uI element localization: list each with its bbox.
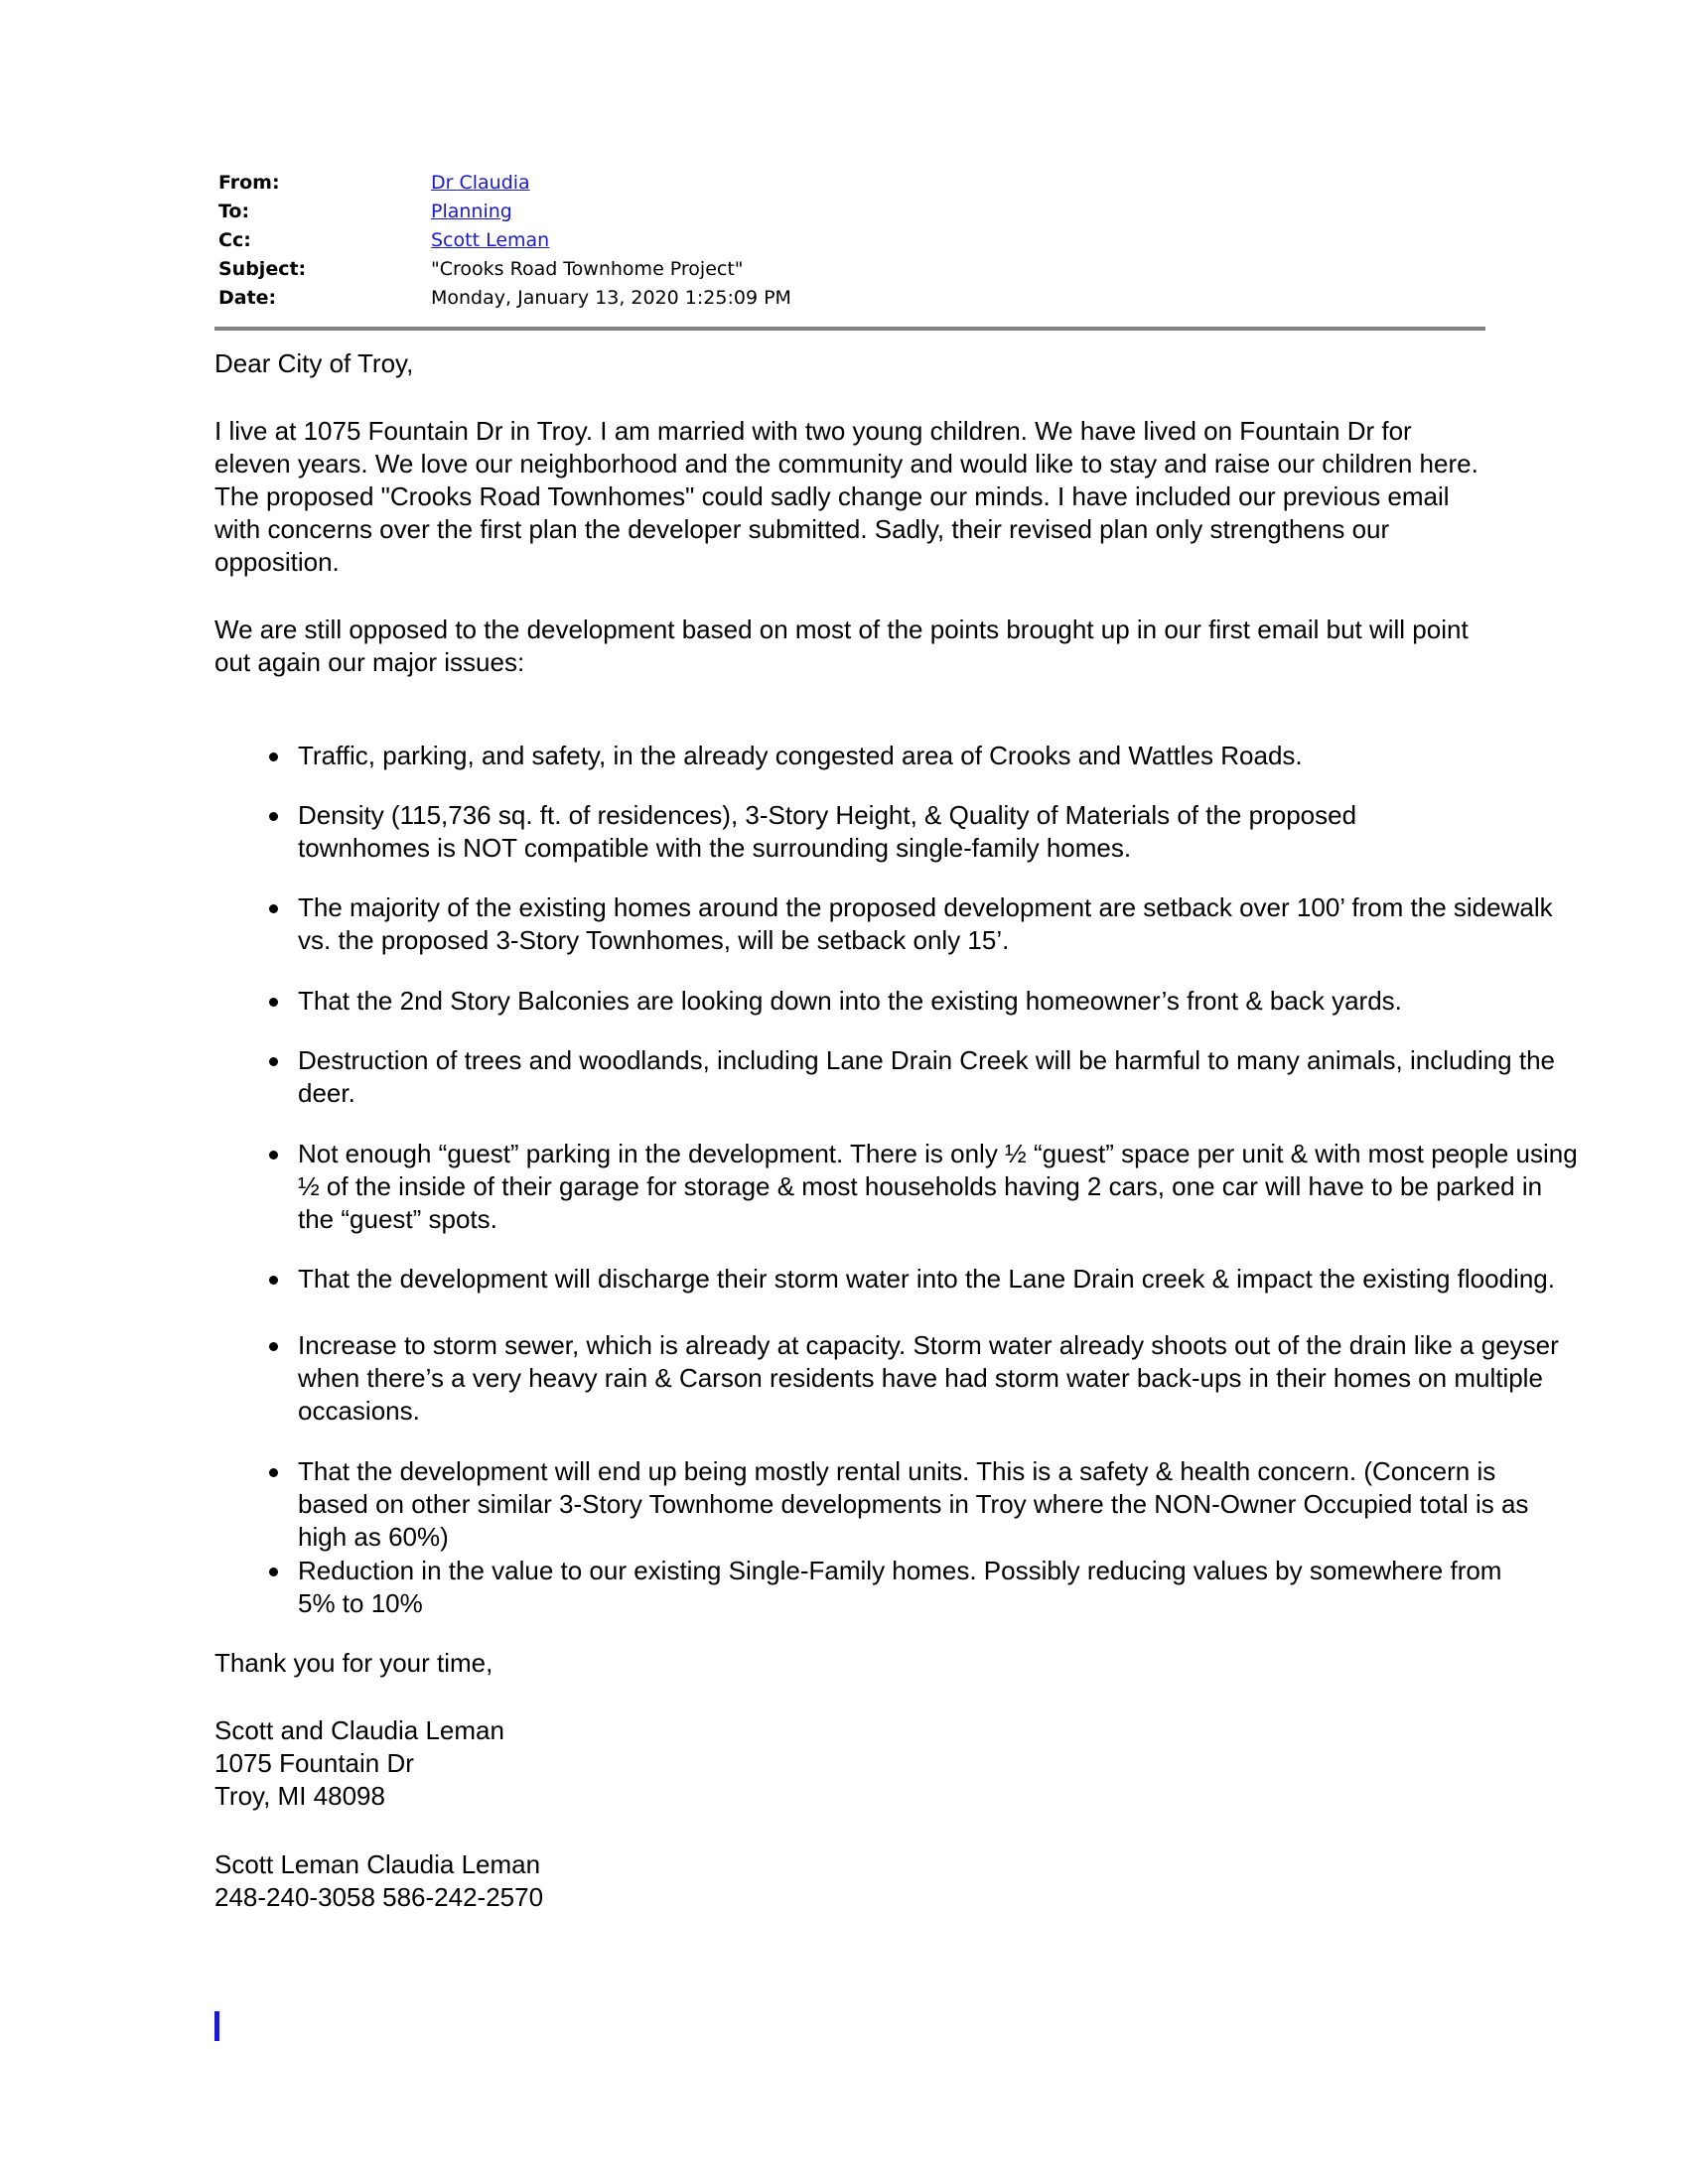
issue-text: That the development will end up being mostly rental units. This is a safety & health concern. (Concern is based on other similar 3-Story Townhome developments in Troy where the NON-Owner Occupied total is as high as 60%) [298,1456,1529,1552]
bullet-icon [269,1276,278,1285]
issue-text: That the development will discharge their storm water into the Lane Drain creek & impact the existing flooding. [298,1264,1555,1294]
issue-text: Increase to storm sewer, which is already at capacity. Storm water already shoots out of the drain like a geyser when there’s a very heavy rain & Carson residents have had storm water back-ups in their homes on multiple occasions. [298,1330,1559,1426]
cc-label: Cc: [218,229,251,251]
to-link[interactable]: Planning [431,201,512,222]
list-item [214,740,1579,772]
issue-text: Not enough “guest” parking in the development. There is only ½ “guest” space per unit & with most people using ½ of the inside of their garage for storage & most households having 2 cars, one car will have to be parked in the “guest” spots. [298,1139,1578,1234]
list-item [214,1329,1579,1428]
list-item [214,1263,1559,1296]
bullet-icon [269,812,278,821]
cc-row [218,226,1470,255]
bullet-icon [269,904,278,913]
cc-link[interactable]: Scott Leman [431,229,550,251]
list-item [214,891,1579,957]
email-header [218,169,1470,313]
bullet-icon [269,1057,278,1066]
issue-text: The majority of the existing homes around the proposed development are setback over 100’ from the sidewalk vs. the proposed 3-Story Townhomes, will be setback only 15’. [298,892,1553,955]
text-cursor-marker [214,2011,219,2041]
address-line-1: 1075 Fountain Dr [214,1748,414,1778]
subject-row [218,255,1470,284]
from-label: From: [218,172,280,194]
signature-names: Scott and Claudia Leman [214,1715,504,1745]
issue-text: Density (115,736 sq. ft. of residences), 3-Story Height, & Quality of Materials of the proposed townhomes is NOT compatible with the surrounding single-family homes. [298,800,1357,863]
paragraph-intro: I live at 1075 Fountain Dr in Troy. I am married with two young children. We have lived on Fountain Dr for eleven years. We love our neighborhood and the community and would like to stay and raise our children here. The proposed "Crooks Road Townhomes" could sadly change our minds. I have included our previous email with concerns over the first plan the developer submitted. Sadly, their revised plan only strengthens our opposition. [214,416,1478,577]
date-row [218,284,1470,313]
address-line-2: Troy, MI 48098 [214,1781,385,1811]
list-item [214,1555,1539,1620]
issue-text: That the 2nd Story Balconies are looking down into the existing homeowner’s front & back yards. [298,986,1402,1016]
bullet-icon [269,1468,278,1477]
bullet-icon [269,1568,278,1576]
date-label: Date: [218,287,277,309]
contact-phones: 248-240-3058 586-242-2570 [214,1882,544,1912]
list-item [214,1044,1579,1110]
issue-text: Reduction in the value to our existing Single-Family homes. Possibly reducing values by somewhere from 5% to 10% [298,1556,1502,1618]
list-item [214,985,1579,1018]
bullet-icon [269,1342,278,1351]
contact-names: Scott Leman Claudia Leman [214,1849,541,1879]
to-label: To: [218,201,250,222]
list-item [214,1138,1579,1236]
list-item [214,799,1489,865]
issue-text: Traffic, parking, and safety, in the already congested area of Crooks and Wattles Roads. [298,741,1303,770]
subject-label: Subject: [218,258,307,280]
closing-line: Thank you for your time, [214,1648,493,1678]
from-link[interactable]: Dr Claudia [431,172,530,194]
header-divider [214,327,1485,331]
bullet-icon [269,752,278,761]
to-row [218,198,1470,226]
bullet-icon [269,1151,278,1160]
date-value: Monday, January 13, 2020 1:25:09 PM [431,287,791,309]
subject-value: "Crooks Road Townhome Project" [431,258,744,280]
paragraph-opposition: We are still opposed to the development based on most of the points brought up in our first email but will point out again our major issues: [214,614,1469,677]
from-row [218,169,1470,198]
issue-text: Destruction of trees and woodlands, including Lane Drain Creek will be harmful to many animals, including the deer. [298,1045,1556,1108]
greeting: Dear City of Troy, [214,348,414,378]
bullet-icon [269,998,278,1007]
list-item [214,1455,1539,1554]
